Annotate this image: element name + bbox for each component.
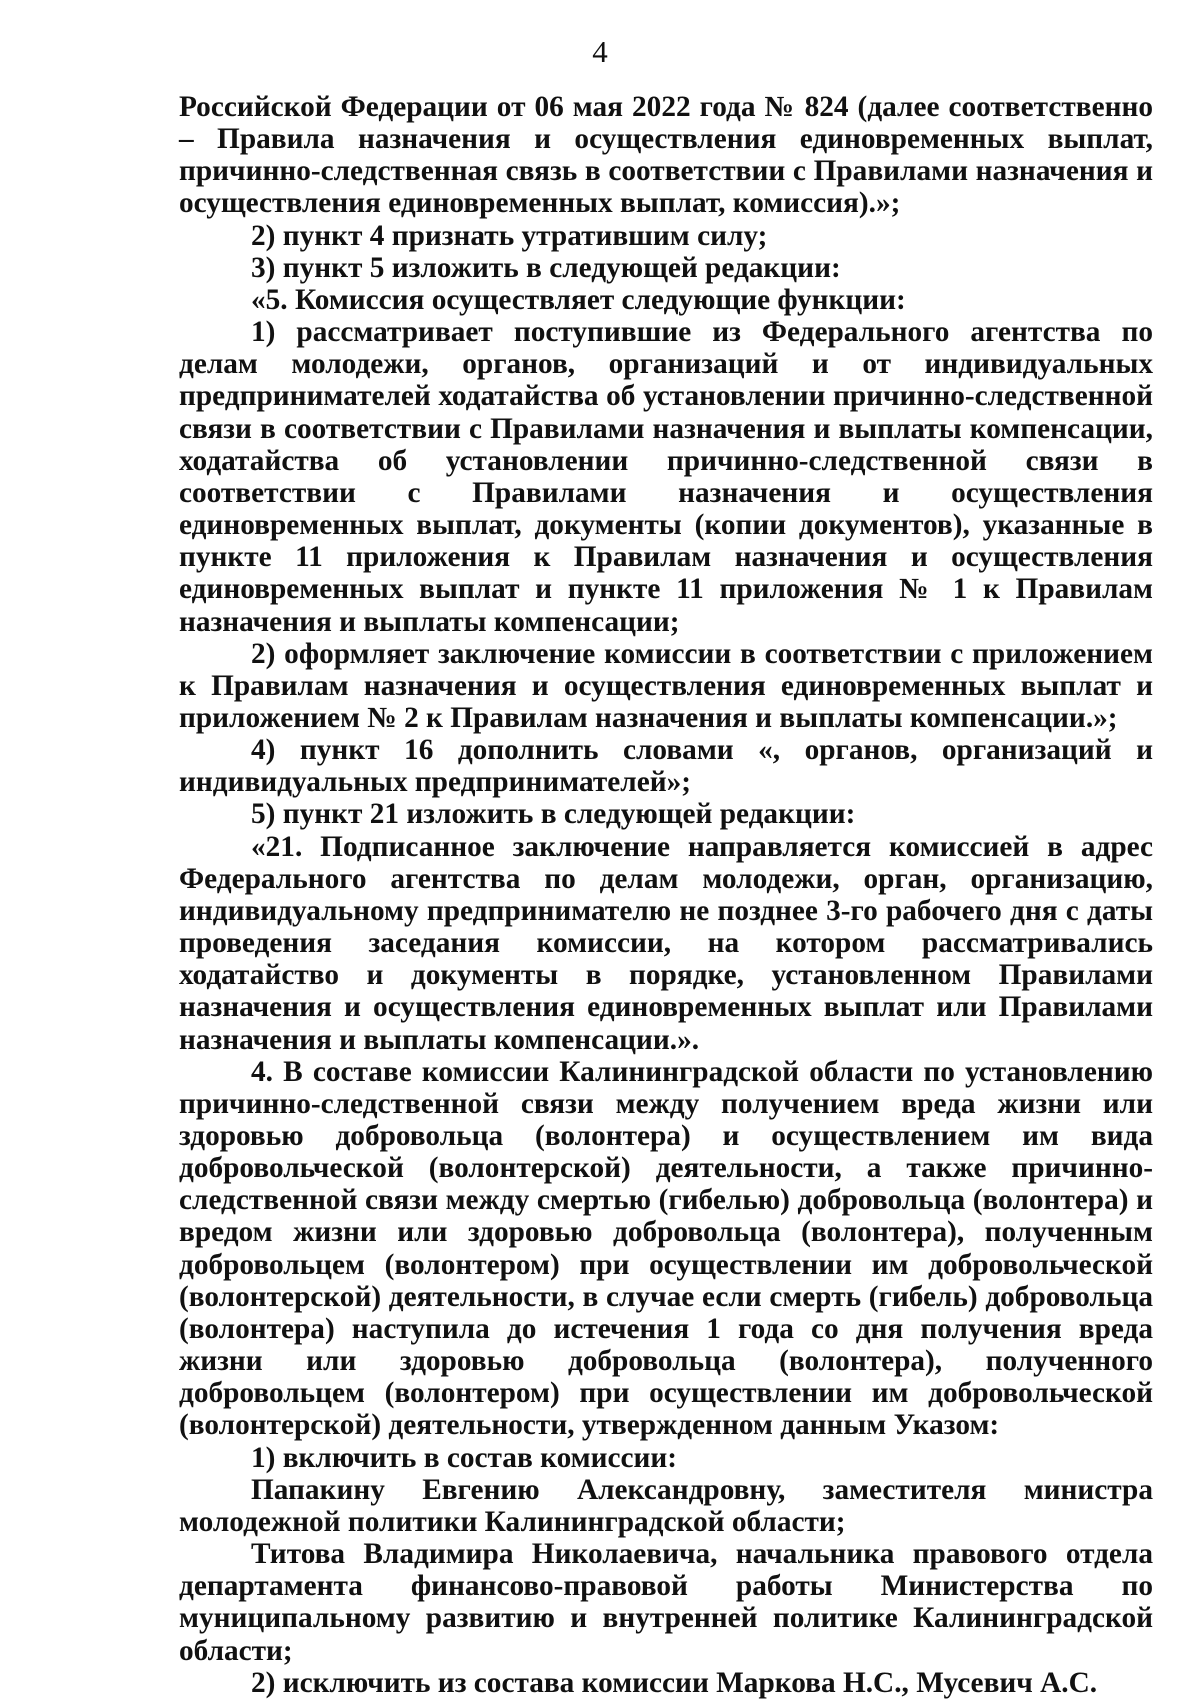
paragraph-member-titov: Титова Владимира Николаевича, начальника правового отдела департамента финансово-правовой работы Министерства по муниципальному развитию и внутренней политике Калининградской области; (179, 1538, 1153, 1667)
paragraph-item-2: 2) пункт 4 признать утратившим силу; (251, 219, 768, 252)
paragraph-item-4: 4) пункт 16 дополнить словами «, органов, организаций и индивидуальных предпринимателей»; (179, 734, 1153, 799)
paragraph-continuation: Российской Федерации от 06 мая 2022 года № 824 (далее соответственно – Правила назначения и осуществления единовременных выплат, причинно-следственная связь в соответствии с Правилами назначения и осуществления единовременных выплат, комиссия).»; (179, 91, 1153, 220)
paragraph-function-1: 1) рассматривает поступившие из Федерального агентства по делам молодежи, органов, организаций и от индивидуальных предпринимателей ходатайства об установлении причинно-следственной связи в соответствии с Правилами назначения и выплаты компенсации, ходатайства об установлении причинно-следственной связи в соответствии с Правилами назначения и осуществления единовременных выплат, документы (копии документов), указанные в пункте 11 приложения к Правилам назначения и осуществления единовременных выплат и пункте 11 приложения № 1 к Правилам назначения и выплаты компенсации; (179, 316, 1153, 638)
paragraph-clause-5-heading: «5. Комиссия осуществляет следующие функции: (251, 283, 906, 316)
document-body (179, 91, 1153, 1699)
page-number: 4 (592, 34, 608, 69)
paragraph-item-5: 5) пункт 21 изложить в следующей редакции: (251, 798, 856, 831)
paragraph-section-4: 4. В составе комиссии Калининградской области по установлению причинно-следственной связи между получением вреда жизни или здоровью добровольца (волонтера) и осуществлением им вида добровольческой (волонтерской) деятельности, а также причинно-следственной связи между смертью (гибелью) добровольца (волонтера) и вредом жизни или здоровью добровольца (волонтера), полученным добровольцем (волонтером) при осуществлении им добровольческой (волонтерской) деятельности, в случае если смерть (гибель) добровольца (волонтера) наступила до истечения 1 года со дня получения вреда жизни или здоровью добровольца (волонтера), полученного добровольцем (волонтером) при осуществлении им добровольческой (волонтерской) деятельности, утвержденном данным Указом: (179, 1055, 1153, 1442)
paragraph-member-papakina: Папакину Евгению Александровну, заместителя министра молодежной политики Калининградской области; (179, 1473, 1153, 1538)
paragraph-function-2: 2) оформляет заключение комиссии в соответствии с приложением к Правилам назначения и осуществления единовременных выплат и приложением № 2 к Правилам назначения и выплаты компенсации.»; (179, 637, 1153, 734)
paragraph-clause-21: «21. Подписанное заключение направляется комиссией в адрес Федерального агентства по делам молодежи, орган, организацию, индивидуальному предпринимателю не позднее 3-го рабочего дня с даты проведения заседания комиссии, на котором рассматривались ходатайство и документы в порядке, установленном Правилами назначения и осуществления единовременных выплат или Правилами назначения и выплаты компенсации.». (179, 830, 1153, 1056)
paragraph-exclude: 2) исключить из состава комиссии Маркова Н.С., Мусевич А.С. (251, 1666, 1098, 1699)
paragraph-item-3: 3) пункт 5 изложить в следующей редакции: (251, 251, 841, 284)
paragraph-include-heading: 1) включить в состав комиссии: (251, 1441, 678, 1474)
